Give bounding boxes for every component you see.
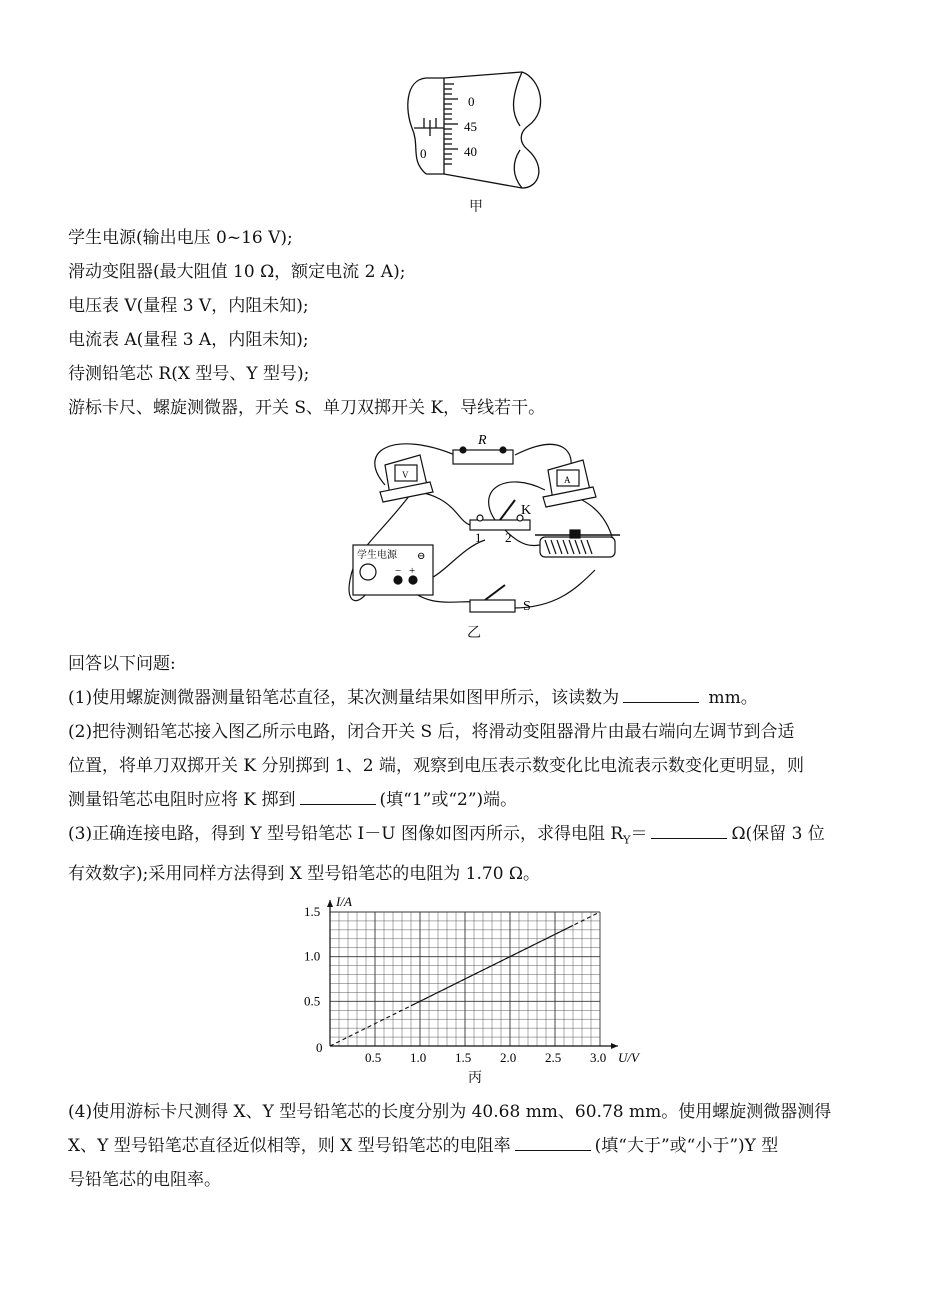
y-axis-arrow	[327, 900, 333, 907]
q2-text: 测量铅笔芯电阻时应将 K 掷到	[68, 790, 296, 810]
x-axis-arrow	[611, 1043, 618, 1049]
figure-yi-caption: 乙	[467, 625, 481, 641]
q3-equals: ＝	[630, 824, 648, 844]
x-tick-label: 3.0	[590, 1050, 607, 1065]
label-K: K	[521, 503, 532, 518]
q4-text: X、Y 型号铅笔芯直径近似相等，则 X 型号铅笔芯的电阻率	[68, 1136, 511, 1156]
q1-suffix: mm。	[703, 688, 758, 708]
material-item: 滑动变阻器(最大阻值 10 Ω，额定电流 2 A);	[68, 262, 406, 282]
material-item: 学生电源(输出电压 0~16 V);	[68, 228, 293, 248]
chart-caption: 丙	[468, 1071, 482, 1086]
q3-text: (3)正确连接电路，得到 Y 型号铅笔芯 I－U 图像如图丙所示，求得电阻 R	[68, 824, 624, 844]
y-tick-label: 0.5	[304, 993, 321, 1009]
material-item: 电流表 A(量程 3 A，内阻未知);	[68, 330, 309, 350]
question-3-line-1	[68, 817, 888, 857]
questions-intro: 回答以下问题:	[68, 654, 176, 674]
material-item: 待测铅笔芯 R(X 型号、Y 型号);	[68, 364, 310, 384]
origin-label: 0	[316, 1040, 323, 1055]
question-4-block	[68, 1095, 888, 1197]
question-4-line-1: (4)使用游标卡尺测得 X、Y 型号铅笔芯的长度分别为 40.68 mm、60.78 mm。使用螺旋测微器测得	[68, 1102, 832, 1122]
question-4-line-2	[68, 1129, 888, 1163]
y-tick-label: 1.0	[304, 948, 321, 964]
question-1	[68, 681, 888, 715]
terminal-minus: −	[395, 565, 402, 577]
q1-text: (1)使用螺旋测微器测量铅笔芯直径，某次测量结果如图甲所示，该读数为	[68, 688, 620, 708]
label-1: 1	[475, 530, 482, 545]
power-supply-label: 学生电源	[357, 550, 397, 561]
y-axis-label: I/A	[336, 894, 352, 909]
question-2-line-3	[68, 783, 888, 817]
material-item: 游标卡尺、螺旋测微器，开关 S、单刀双掷开关 K，导线若干。	[68, 398, 546, 418]
sleeve-label-0: 0	[420, 146, 427, 161]
question-2-line-2: 位置，将单刀双掷开关 K 分别掷到 1、2 端，观察到电压表示数变化比电流表示数变化更明显，则	[68, 756, 804, 776]
y-tick-label: 1.5	[304, 904, 321, 919]
thimble-label-45: 45	[464, 119, 477, 134]
q2-answer-blank[interactable]	[300, 786, 376, 805]
q3-suffix: Ω(保留 3 位	[731, 824, 825, 844]
questions-block	[68, 647, 888, 891]
ammeter-label: A	[564, 475, 571, 485]
q2-suffix: (填“1”或“2”)端。	[379, 790, 518, 810]
voltmeter-label: V	[402, 470, 409, 480]
label-R: R	[478, 433, 487, 448]
x-tick-label: 2.0	[500, 1050, 517, 1065]
x-tick-label: 1.0	[410, 1050, 427, 1065]
materials-list	[68, 221, 888, 425]
thimble-label-0: 0	[468, 94, 475, 109]
question-2-line-1: (2)把待测铅笔芯接入图乙所示电路，闭合开关 S 后，将滑动变阻器滑片由最右端向左调节到合适	[68, 722, 795, 742]
figure-jia-caption: 甲	[469, 199, 483, 215]
question-4-line-3: 号铅笔芯的电阻率。	[68, 1170, 221, 1190]
x-tick-label: 1.5	[455, 1050, 472, 1065]
material-item: 电压表 V(量程 3 V，内阻未知);	[68, 296, 309, 316]
circuit-figure	[335, 430, 630, 640]
terminal-plus: +	[409, 565, 416, 577]
question-3-line-2: 有效数字);采用同样方法得到 X 型号铅笔芯的电阻为 1.70 Ω。	[68, 864, 541, 885]
label-S: S	[523, 599, 531, 614]
q3-answer-blank[interactable]	[651, 820, 727, 839]
q1-answer-blank[interactable]	[623, 684, 699, 703]
x-axis-label: U/V	[618, 1050, 639, 1065]
micrometer-figure	[400, 70, 550, 210]
iu-chart	[290, 890, 660, 1090]
x-tick-label: 0.5	[365, 1050, 382, 1065]
x-tick-label: 2.5	[545, 1050, 562, 1065]
power-minus-symbol: ⊖	[417, 551, 426, 562]
thimble-label-40: 40	[464, 144, 477, 159]
q4-answer-blank[interactable]	[515, 1132, 591, 1151]
q3-subscript: Y	[623, 833, 631, 847]
q4-suffix: (填“大于”或“小于”)Y 型	[594, 1136, 779, 1156]
label-2: 2	[505, 530, 512, 545]
